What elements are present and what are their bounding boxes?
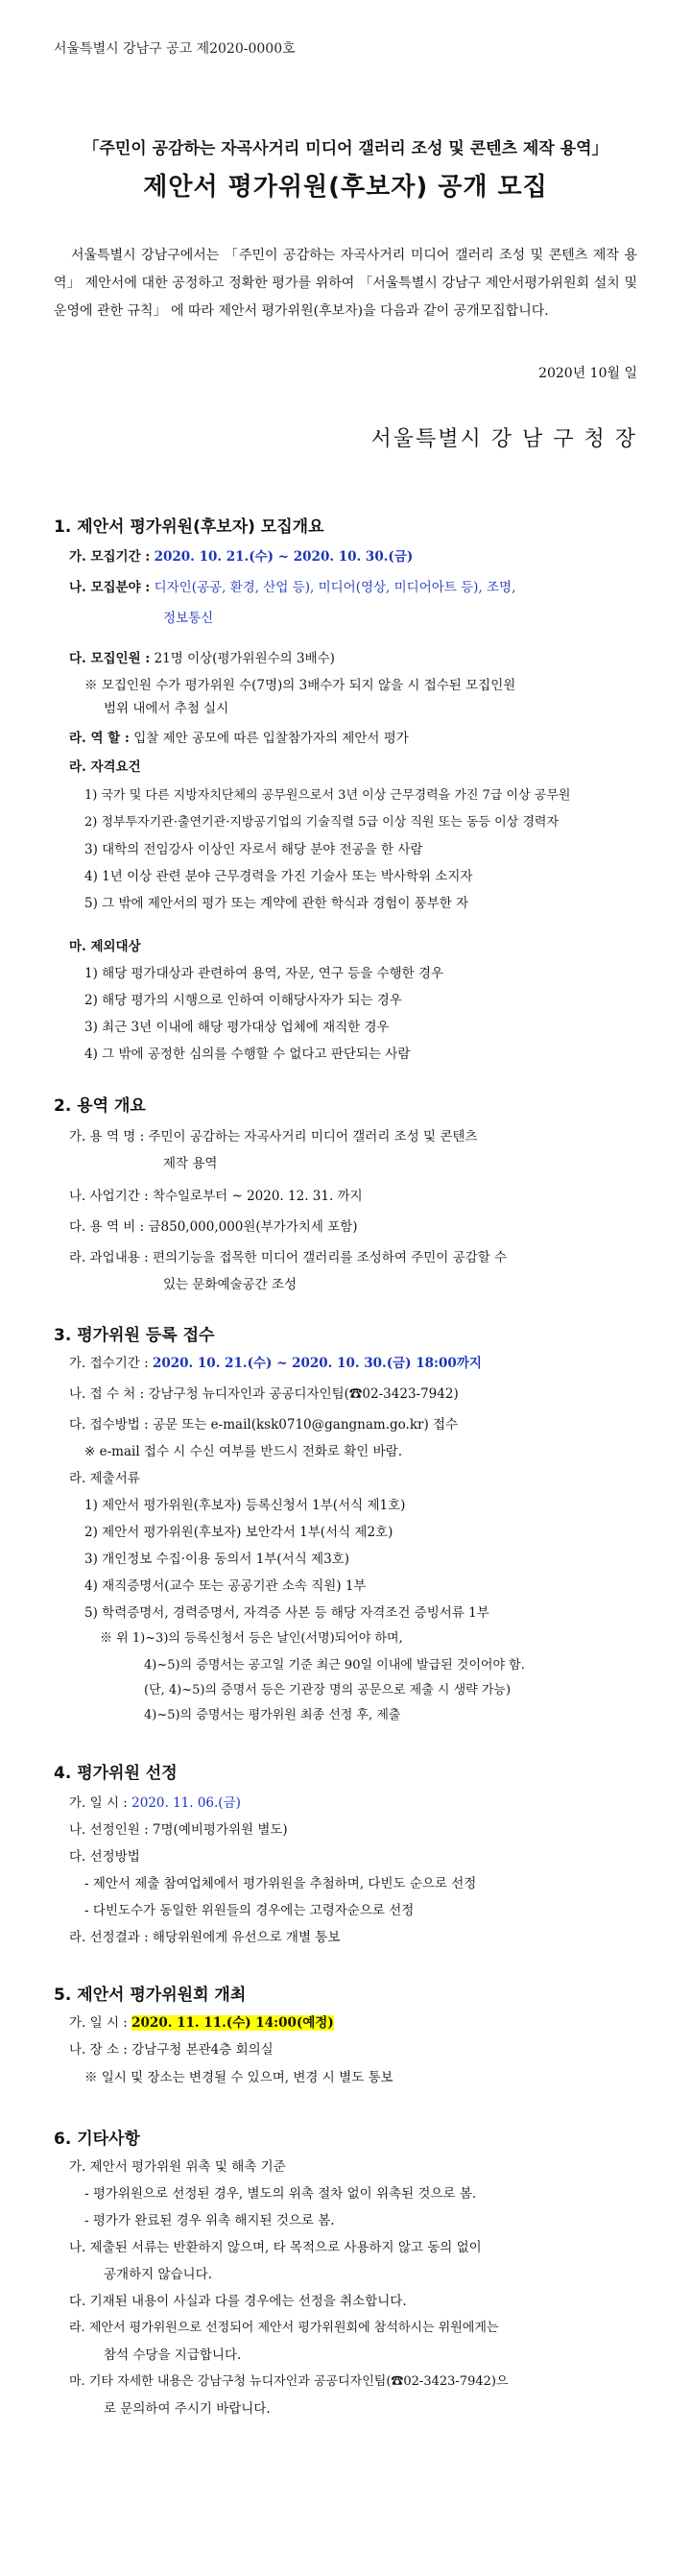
exclusion-item: 4) 그 밖에 공정한 심의를 수행할 수 없다고 판단되는 사람 <box>84 1047 411 1062</box>
selection-method-heading: 다. 선정방법 <box>69 1849 140 1865</box>
cost-value: 금850,000,000원(부가가치세 포함) <box>148 1219 358 1235</box>
etc-item: 다. 기재된 내용이 사실과 다를 경우에는 선정을 취소합니다. <box>69 2294 407 2309</box>
section-2-title: 2. 용역 개요 <box>54 1096 146 1116</box>
qualification-item: 5) 그 밖에 제안서의 평가 또는 계약에 관한 학식과 경험이 풍부한 자 <box>84 896 469 911</box>
committee-date-label: 가. 일 시 : <box>69 2015 128 2031</box>
document-note: 4)~5)의 증명서는 평가위원 최종 선정 후, 제출 <box>144 1708 401 1722</box>
committee-note: ※ 일시 및 장소는 변경될 수 있으며, 변경 시 별도 통보 <box>84 2070 393 2085</box>
exclusion-item: 3) 최근 3년 이내에 해당 평가대상 업체에 재직한 경우 <box>84 1020 390 1035</box>
recruit-field-row <box>69 579 515 596</box>
exclusion-heading: 마. 제외대상 <box>69 939 141 954</box>
section-1-title: 1. 제안서 평가위원(후보자) 모집개요 <box>54 518 324 537</box>
receipt-method-note: ※ e-mail 접수 시 수신 여부를 반드시 전화로 확인 바람. <box>84 1444 402 1459</box>
cost-label: 다. 용 역 비 : <box>69 1219 145 1235</box>
task-label: 라. 과업내용 : <box>69 1250 149 1265</box>
receipt-place-row <box>69 1385 459 1403</box>
section-6-title: 6. 기타사항 <box>54 2130 140 2149</box>
etc-item: - 평가위원으로 선정된 경우, 별도의 위촉 절차 없이 위촉된 것으로 봄. <box>84 2186 477 2202</box>
service-name-label: 가. 용 역 명 : <box>69 1129 145 1144</box>
exclusion-item: 1) 해당 평가대상과 관련하여 용역, 자문, 연구 등을 수행한 경우 <box>84 966 444 981</box>
notice-number: 서울특별시 강남구 공고 제2020-0000호 <box>54 41 296 57</box>
receipt-place-label: 나. 접 수 처 : <box>69 1386 145 1402</box>
qualification-item: 4) 1년 이상 관련 분야 근무경력을 가진 기술사 또는 박사학위 소지자 <box>84 869 473 884</box>
recruit-count-note-cont: 범위 내에서 추첨 실시 <box>104 701 229 716</box>
qualification-item: 1) 국가 및 다른 지방자치단체의 공무원으로서 3년 이상 근무경력을 가진 7급 이상 공무원 <box>84 788 571 803</box>
receipt-place-value: 강남구청 뉴디자인과 공공디자인팀(☎02-3423-7942) <box>148 1386 459 1402</box>
task-value-cont: 있는 문화예술공간 조성 <box>163 1277 297 1292</box>
role-label: 라. 역 할 : <box>69 731 130 746</box>
section-4-title: 4. 평가위원 선정 <box>54 1764 178 1783</box>
selection-method-item: - 제안서 제출 참여업체에서 평가위원을 추첨하며, 다빈도 순으로 선정 <box>84 1876 477 1891</box>
notice-date: 2020년 10월 일 <box>538 366 637 381</box>
exclusion-item: 2) 해당 평가의 시행으로 인하여 이해당사자가 되는 경우 <box>84 993 402 1008</box>
service-name-row <box>69 1128 478 1145</box>
document-item: 3) 개인정보 수집·이용 동의서 1부(서식 제3호) <box>84 1552 349 1567</box>
term-value: 착수일로부터 ~ 2020. 12. 31. 까지 <box>152 1189 363 1204</box>
recruit-count-note: ※ 모집인원 수가 평가위원 수(7명)의 3배수가 되지 않을 시 접수된 모집인원 <box>84 678 516 693</box>
page-title: 제안서 평가위원(후보자) 공개 모집 <box>143 173 548 202</box>
receipt-method-value: 공문 또는 e-mail(ksk0710@gangnam.go.kr) 접수 <box>152 1417 459 1432</box>
receipt-period-row <box>69 1355 482 1372</box>
role-value: 입찰 제안 공모에 따른 입찰참가자의 제안서 평가 <box>133 731 409 746</box>
documents-heading: 라. 제출서류 <box>69 1471 140 1486</box>
intro-paragraph: 서울특별시 강남구에서는 「주민이 공감하는 자곡사거리 미디어 갤러리 조성 및 콘텐츠 제작 용역」 제안서에 대한 공정하고 정확한 평가를 위하여 「서울특별시 강남구 제안서평가위원회 설치 및 운영에 관한 규칙」 에 따라 제안서 평가위원(후보자)을 다음과 같이 공개모집합니다. <box>54 248 637 319</box>
qualification-item: 3) 대학의 전임강사 이상인 자로서 해당 분야 전공을 한 사람 <box>84 842 423 857</box>
etc-item: - 평가가 완료된 경우 위촉 해지된 것으로 봄. <box>84 2213 335 2228</box>
role-row <box>69 730 409 747</box>
task-value: 편의기능을 접목한 미디어 갤러리를 조성하여 주민이 공감할 수 <box>152 1250 508 1265</box>
etc-item-cont: 공개하지 않습니다. <box>104 2267 212 2282</box>
selection-date-value: 2020. 11. 06.(금) <box>131 1795 241 1811</box>
recruit-period-row <box>69 548 413 566</box>
committee-place: 나. 장 소 : 강남구청 본관4층 회의실 <box>69 2042 274 2058</box>
document-item: 1) 제안서 평가위원(후보자) 등록신청서 1부(서식 제1호) <box>84 1498 406 1513</box>
recruit-field-value-cont: 정보통신 <box>163 611 214 626</box>
selection-method-item: - 다빈도수가 동일한 위원들의 경우에는 고령자순으로 선정 <box>84 1903 415 1918</box>
term-label: 나. 사업기간 : <box>69 1189 149 1204</box>
etc-item: 가. 제안서 평가위원 위촉 및 해촉 기준 <box>69 2159 286 2175</box>
service-name-value: 주민이 공감하는 자곡사거리 미디어 갤러리 조성 및 콘텐츠 <box>148 1129 478 1144</box>
task-row <box>69 1249 507 1266</box>
selection-count: 나. 선정인원 : 7명(예비평가위원 별도) <box>69 1822 288 1838</box>
committee-date-value: 2020. 11. 11.(수) 14:00(예정) <box>131 2015 334 2031</box>
recruit-count-row <box>69 650 335 667</box>
recruit-count-label: 다. 모집인원 : <box>69 651 151 666</box>
document-note: 4)~5)의 증명서는 공고일 기준 최근 90일 이내에 발급된 것이어야 함. <box>144 1658 525 1673</box>
selection-date-row <box>69 1794 241 1812</box>
project-title: 「주민이 공감하는 자곡사거리 미디어 갤러리 조성 및 콘텐츠 제작 용역」 <box>83 139 608 158</box>
selection-result: 라. 선정결과 : 해당위원에게 유선으로 개별 통보 <box>69 1930 341 1945</box>
recruit-field-label: 나. 모집분야 : <box>69 580 151 595</box>
etc-item: 나. 제출된 서류는 반환하지 않으며, 타 목적으로 사용하지 않고 동의 없이 <box>69 2240 482 2255</box>
service-name-value-cont: 제작 용역 <box>163 1156 218 1171</box>
receipt-method-label: 다. 접수방법 : <box>69 1417 149 1432</box>
cost-row <box>69 1218 358 1236</box>
term-row <box>69 1188 363 1205</box>
receipt-period-label: 가. 접수기간 : <box>69 1356 149 1371</box>
document-item: 5) 학력증명서, 경력증명서, 자격증 사본 등 해당 자격조건 증빙서류 1부 <box>84 1605 489 1621</box>
document-item: 2) 제안서 평가위원(후보자) 보안각서 1부(서식 제2호) <box>84 1525 393 1540</box>
document-note: ※ 위 1)~3)의 등록신청서 등은 날인(서명)되어야 하며, <box>100 1631 403 1646</box>
issuing-office: 서울특별시 강 남 구 청 장 <box>370 427 637 451</box>
receipt-method-row <box>69 1416 458 1433</box>
etc-item: 라. 제안서 평가위원으로 선정되어 제안서 평가위원회에 참석하시는 위원에게는 <box>69 2321 499 2335</box>
section-3-title: 3. 평가위원 등록 접수 <box>54 1326 215 1345</box>
recruit-period-label: 가. 모집기간 : <box>69 549 151 565</box>
document-item: 4) 재직증명서(교수 또는 공공기관 소속 직원) 1부 <box>84 1578 367 1594</box>
recruit-count-value: 21명 이상(평가위원수의 3배수) <box>154 651 335 666</box>
section-5-title: 5. 제안서 평가위원회 개최 <box>54 1986 247 2005</box>
selection-date-label: 가. 일 시 : <box>69 1795 128 1811</box>
document-note: (단, 4)~5)의 증명서 등은 기관장 명의 공문으로 제출 시 생략 가능) <box>144 1683 512 1697</box>
receipt-period-value: 2020. 10. 21.(수) ~ 2020. 10. 30.(금) 18:00까지 <box>152 1356 482 1371</box>
qualification-item: 2) 정부투자기관·출연기관·지방공기업의 기술직렬 5급 이상 직원 또는 동등 이상 경력자 <box>84 815 560 830</box>
etc-item: 마. 기타 자세한 내용은 강남구청 뉴디자인과 공공디자인팀(☎02-3423-7942)으 <box>69 2374 509 2389</box>
qualification-heading: 라. 자격요건 <box>69 759 141 775</box>
recruit-period-value: 2020. 10. 21.(수) ~ 2020. 10. 30.(금) <box>154 549 414 565</box>
etc-item-cont: 로 문의하여 주시기 바랍니다. <box>104 2401 271 2417</box>
committee-date-row <box>69 2014 334 2032</box>
recruit-field-value: 디자인(공공, 환경, 산업 등), 미디어(영상, 미디어아트 등), 조명, <box>154 580 516 595</box>
etc-item-cont: 참석 수당을 지급합니다. <box>104 2347 242 2363</box>
